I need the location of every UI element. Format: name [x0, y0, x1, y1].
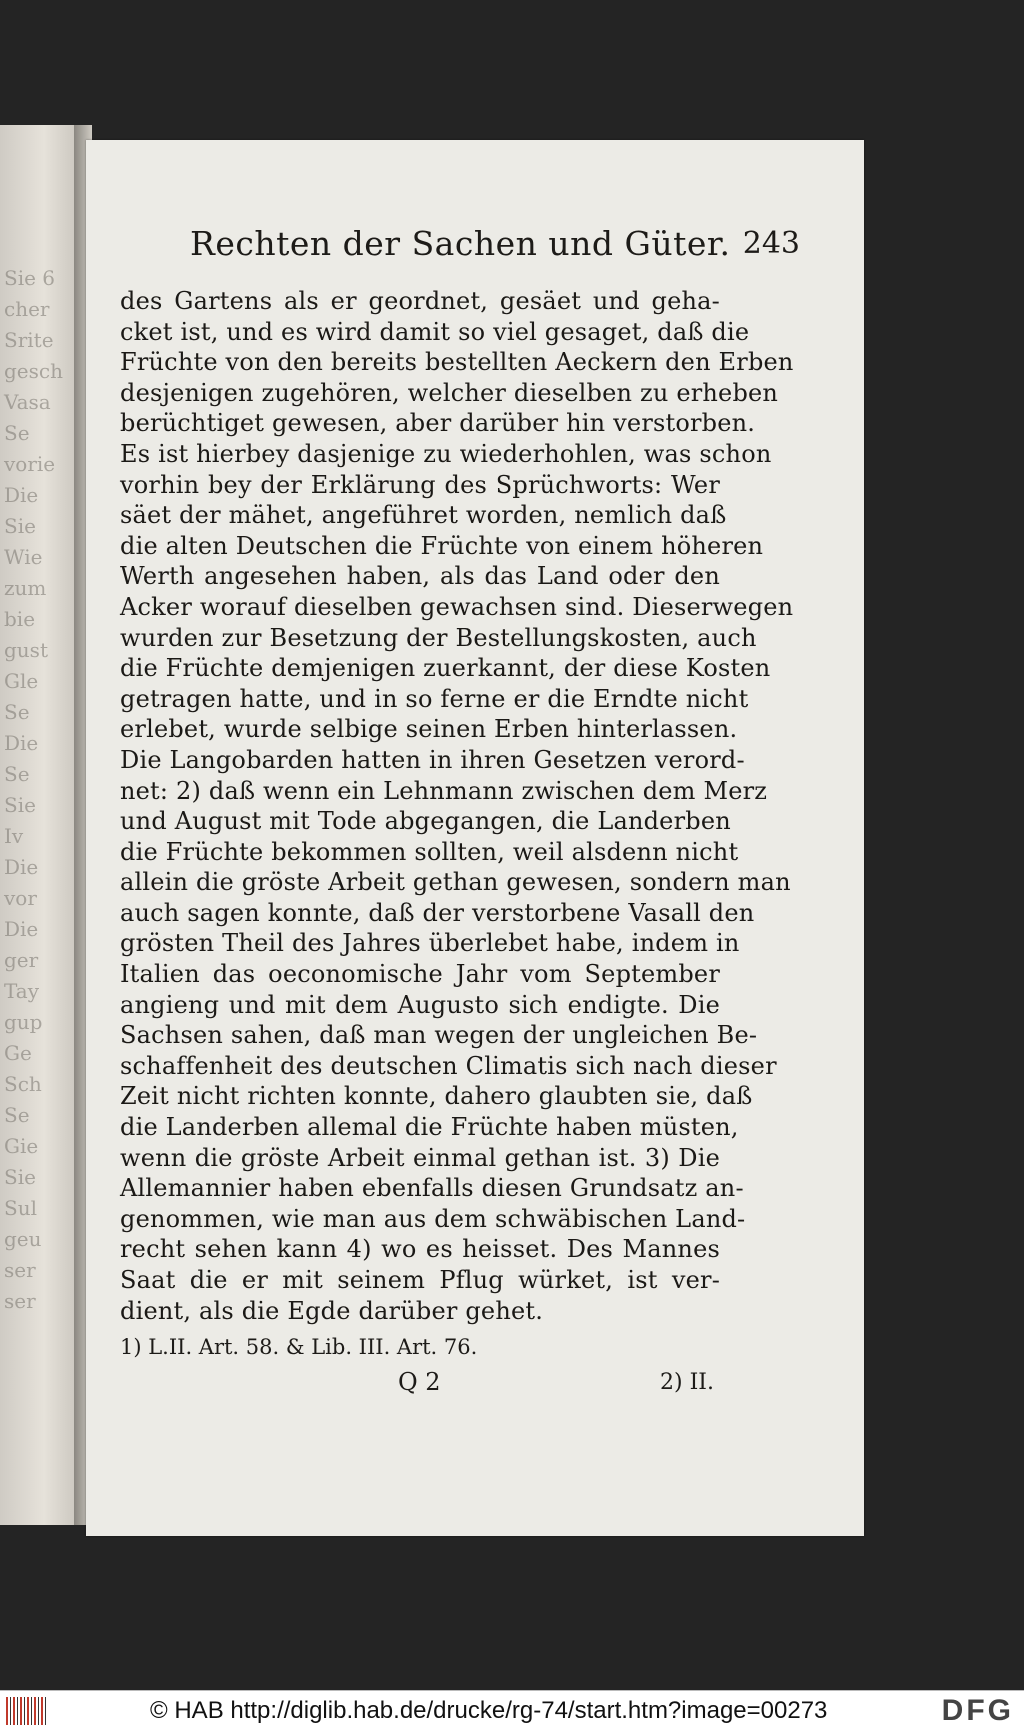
text-line: Acker worauf dieselben gewachsen sind. Dieserwegen — [120, 592, 794, 621]
text-line: Allemannier haben ebenfalls diesen Grundsatz an- — [120, 1174, 744, 1203]
text-line: getragen hatte, und in so ferne er die Erndte nicht — [120, 684, 749, 713]
text-line: Italien das oeconomische Jahr vom September — [120, 960, 720, 989]
footnote: 1) L.II. Art. 58. & Lib. III. Art. 76. — [120, 1335, 478, 1359]
catchword: 2) II. — [660, 1370, 714, 1395]
text-line: cket ist, und es wird damit so viel gesaget, daß die — [120, 317, 750, 346]
text-line: dient, als die Egde darüber gehet. — [120, 1296, 544, 1325]
text-line: angieng und mit dem Augusto sich endigte. Die — [120, 990, 720, 1019]
viewer-footer — [0, 1690, 1024, 1731]
text-line: die Landerben allemal die Früchte haben müsten, — [120, 1113, 739, 1142]
text-line: die Früchte demjenigen zuerkannt, der diese Kosten — [120, 654, 771, 683]
text-line: recht sehen kann 4) wo es heisset. Des Mannes — [120, 1235, 720, 1264]
text-line: auch sagen konnte, daß der verstorbene Vasall den — [120, 898, 755, 927]
text-line: die Früchte bekommen sollten, weil alsdenn nicht — [120, 837, 739, 866]
text-line: Früchte von den bereits bestellten Aeckern den Erben — [120, 348, 794, 377]
text-line: Saat die er mit seinem Pflug würket, ist ver- — [120, 1266, 720, 1294]
text-line: wurden zur Besetzung der Bestellungskosten, auch — [120, 623, 757, 652]
text-line: erlebet, wurde selbige seinen Erben hinterlassen. — [120, 715, 738, 744]
text-line: säet der mähet, angeführet worden, nemlich daß — [120, 501, 727, 530]
text-line: Sachsen sahen, daß man wegen der ungleichen Be- — [120, 1021, 758, 1050]
left-page-edge — [0, 125, 80, 1525]
left-page-text-fragments: Sie 6 cher Srite gesch Vasa Se vorie Die Sie Wie zum bie gust Gle Se Die Se Sie Iv Die vor Die ger Tay gup Ge Sch Se Gie Sie Sul geu ser ser — [4, 266, 63, 1313]
text-line: net: 2) daß wenn ein Lehnmann zwischen dem Merz — [120, 776, 768, 805]
text-line: die alten Deutschen die Früchte von einem höheren — [120, 531, 764, 560]
text-line: und August mit Tode abgegangen, die Landerben — [120, 807, 731, 836]
text-line: Es ist hierbey dasjenige zu wiederhohlen, was schon — [120, 439, 772, 468]
text-line: allein die gröste Arbeit gethan gewesen, sondern man — [120, 868, 791, 897]
dfg-logo: DFG — [941, 1694, 1014, 1727]
signature-mark: Q 2 — [398, 1368, 441, 1396]
text-line: Werth angesehen haben, als das Land oder den — [120, 562, 720, 591]
source-credit[interactable]: © HAB http://diglib.hab.de/drucke/rg-74/start.htm?image=00273 — [150, 1697, 828, 1724]
barcode-icon — [6, 1697, 46, 1725]
text-line: grösten Theil des Jahres überlebet habe, indem in — [120, 929, 740, 958]
text-line: vorhin bey der Erklärung des Sprüchworts: Wer — [120, 470, 720, 499]
text-line: Die Langobarden hatten in ihren Gesetzen verord- — [120, 745, 745, 774]
text-line: des Gartens als er geordnet, gesäet und geha- — [120, 287, 720, 315]
page-number: 243 — [742, 226, 800, 261]
text-line: Zeit nicht richten konnte, dahero glaubten sie, daß — [120, 1082, 753, 1111]
text-line: genommen, wie man aus dem schwäbischen Land- — [120, 1204, 746, 1233]
running-head — [190, 224, 800, 274]
body-text — [120, 286, 794, 1326]
text-line: schaffenheit des deutschen Climatis sich nach dieser — [120, 1051, 777, 1080]
book-page — [86, 140, 864, 1536]
text-line: desjenigen zugehören, welcher dieselben zu erheben — [120, 378, 779, 407]
text-line: berüchtiget gewesen, aber darüber hin verstorben. — [120, 409, 756, 438]
running-head-title: Rechten der Sachen und Güter. — [190, 224, 731, 263]
text-line: wenn die gröste Arbeit einmal gethan ist. 3) Die — [120, 1143, 720, 1172]
